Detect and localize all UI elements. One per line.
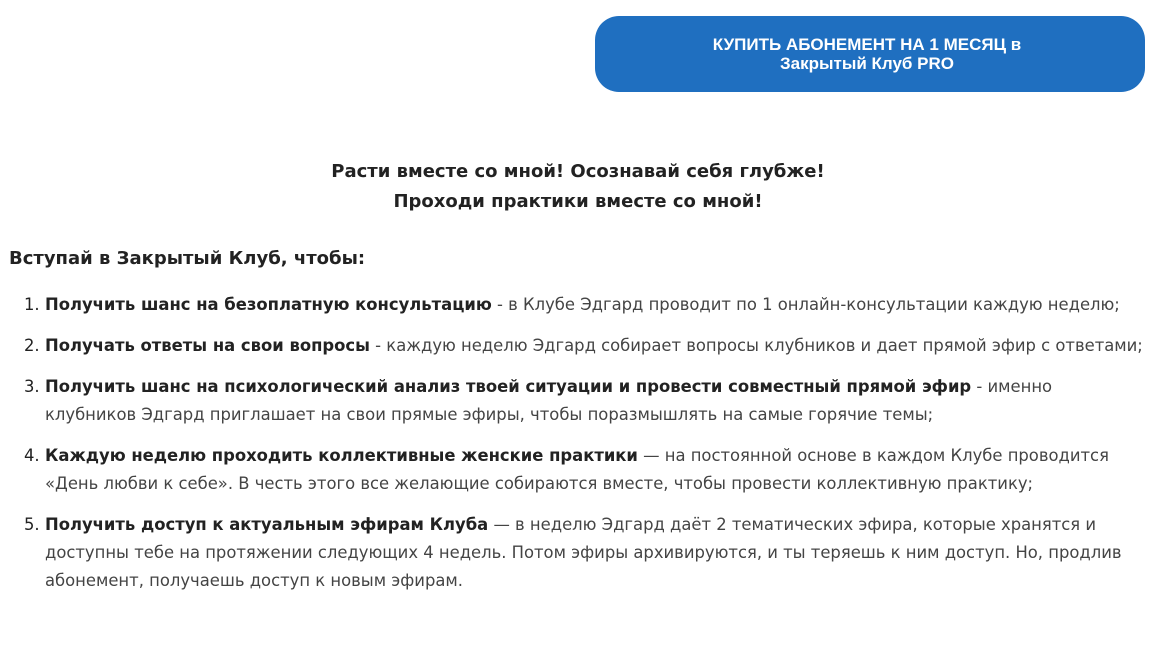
tagline-line1: Расти вместе со мной! Осознавай себя глубже! — [331, 161, 825, 182]
list-item-text: — в неделю Эдгард даёт 2 тематических эфира, которые хранятся и доступны тебе на протяжении следующих 4 недель. Потом эфиры архивируются, и ты теряешь к ним доступ. Но, продлив абонемент, получаешь доступ к новым эфирам. — [45, 515, 1122, 590]
list-item — [20, 291, 1145, 319]
buy-subscription-button[interactable] — [595, 16, 1145, 92]
list-item-text: - в Клубе Эдгард проводит по 1 онлайн-консультации каждую неделю; — [491, 295, 1120, 314]
list-item-title: Получить доступ к актуальным эфирам Клуба — [45, 515, 489, 534]
list-item-title: Получить шанс на психологический анализ твоей ситуации и провести совместный прямой эфир — [45, 377, 972, 396]
intro-heading: Вступай в Закрытый Клуб, чтобы: — [9, 248, 366, 269]
buy-button-line1: КУПИТЬ АБОНЕМЕНТ НА 1 МЕСЯЦ в — [712, 35, 1022, 54]
list-item-number: 5. — [24, 515, 40, 534]
tagline-line2: Проходи практики вместе со мной! — [393, 191, 763, 212]
list-item-title: Каждую неделю проходить коллективные женские практики — [45, 446, 638, 465]
list-item — [20, 373, 1145, 429]
list-item-text: - каждую неделю Эдгард собирает вопросы клубников и дает прямой эфир с ответами; — [369, 336, 1143, 355]
benefits-list — [20, 291, 1145, 608]
list-item — [20, 332, 1145, 360]
list-item — [20, 511, 1145, 595]
list-item — [20, 442, 1145, 498]
list-item-title: Получать ответы на свои вопросы — [45, 336, 370, 355]
list-item-text: - именно клубников Эдгард приглашает на свои прямые эфиры, чтобы поразмышлять на самые горячие темы; — [45, 377, 1053, 424]
buy-button-line2: Закрытый Клуб PRO — [779, 54, 954, 73]
list-item-text: — на постоянной основе в каждом Клубе проводится «День любви к себе». В честь этого все желающие собираются вместе, чтобы провести коллективную практику; — [45, 446, 1109, 493]
list-item-number: 4. — [24, 446, 40, 465]
list-item-number: 1. — [24, 295, 40, 314]
list-item-number: 2. — [24, 336, 40, 355]
list-item-number: 3. — [24, 377, 40, 396]
tagline — [0, 157, 1156, 217]
list-item-title: Получить шанс на безоплатную консультацию — [45, 295, 492, 314]
